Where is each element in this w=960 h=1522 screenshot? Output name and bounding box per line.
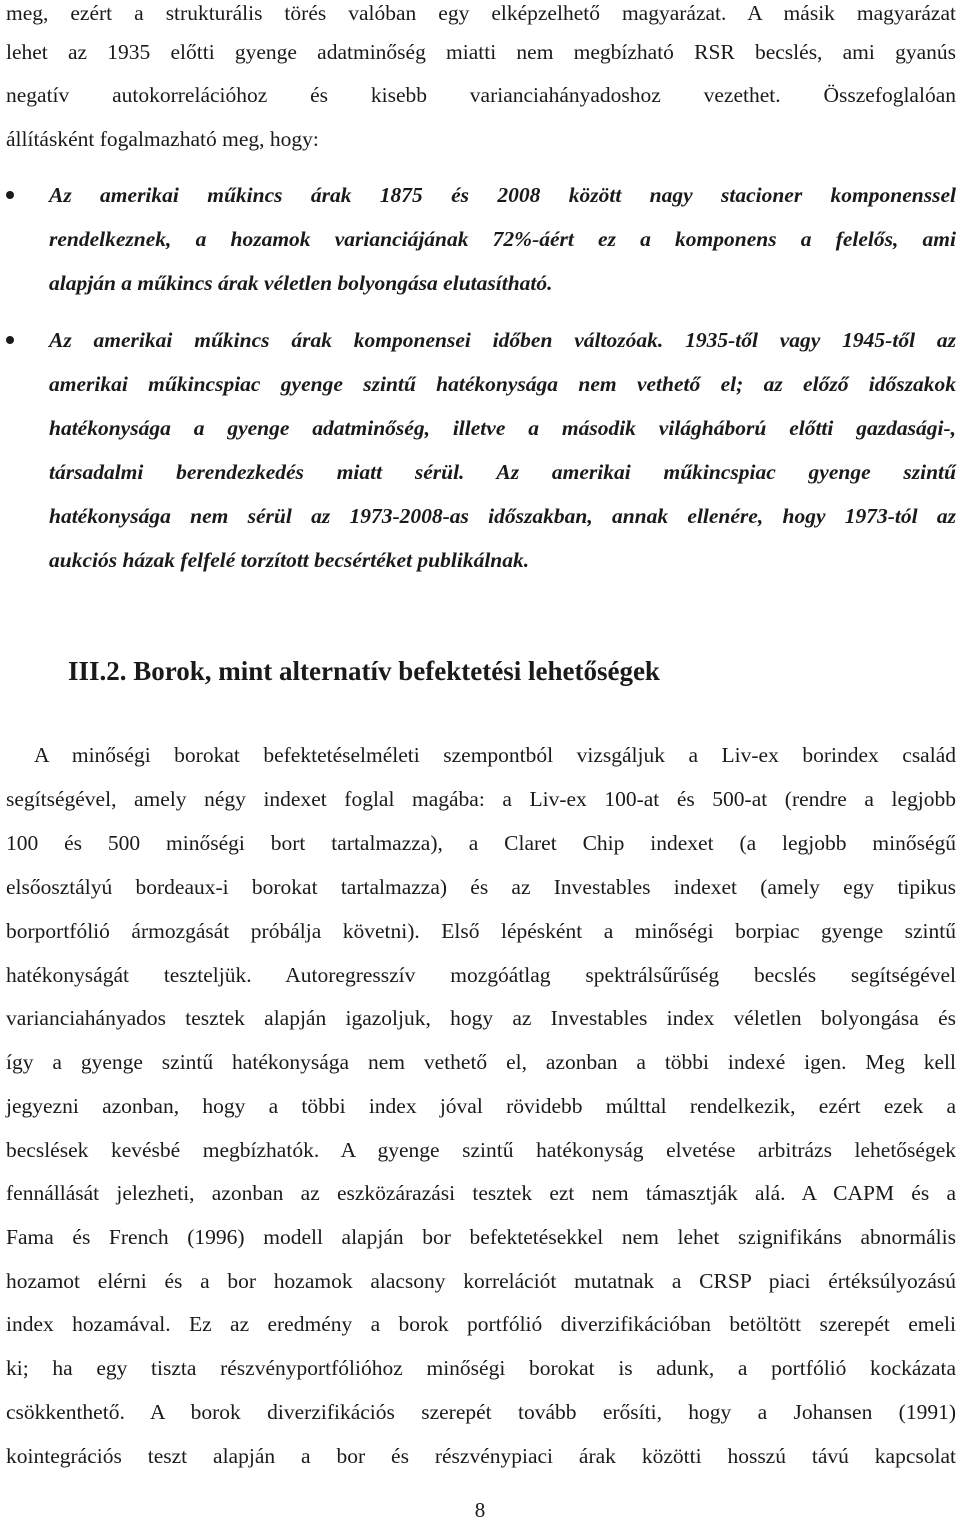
body-line: kointegrációs teszt alapján a bor és részvénypiaci árak közötti hosszú távú kapcsolat bbox=[6, 1444, 956, 1468]
body-line: jegyezni azonban, hogy a többi index jóval rövidebb múlttal rendelkezik, ezért ezek a bbox=[6, 1094, 956, 1118]
body-line: ki; ha egy tiszta részvényportfólióhoz minőségi borokat is adunk, a portfólió kockázata bbox=[6, 1356, 956, 1380]
body-line: csökkenthető. A borok diverzifikációs szerepét tovább erősíti, hogy a Johansen (1991) bbox=[6, 1400, 956, 1424]
body-line: varianciahányados tesztek alapján igazoljuk, hogy az Investables index véletlen bolyongása és bbox=[6, 1006, 956, 1030]
body-line: index hozamával. Ez az eredmény a borok portfólió diverzifikációban betöltött szerepét emeli bbox=[6, 1312, 956, 1336]
bullet-line: aukciós házak felfelé torzított becsértéket publikálnak. bbox=[49, 548, 530, 572]
body-line: hozamot elérni és a bor hozamok alacsony korrelációt mutatnak a CRSP piaci értéksúlyozású bbox=[6, 1269, 956, 1293]
intro-line: állításként fogalmazható meg, hogy: bbox=[6, 127, 319, 151]
bullet-line: hatékonysága a gyenge adatminőség, illetve a második világháború előtti gazdasági-, bbox=[49, 416, 956, 440]
bullet-icon bbox=[6, 191, 14, 199]
body-line: elsőosztályú bordeaux-i borokat tartalmazza) és az Investables indexet (amely egy tipikus bbox=[6, 875, 956, 899]
bullet-line: Az amerikai műkincs árak 1875 és 2008 között nagy stacioner komponenssel bbox=[49, 183, 956, 207]
bullet-line: rendelkeznek, a hozamok varianciájának 72%-áért ez a komponens a felelős, ami bbox=[49, 227, 956, 251]
body-line: 100 és 500 minőségi bort tartalmazza), a Claret Chip indexet (a legjobb minőségű bbox=[6, 831, 956, 855]
page-number: 8 bbox=[474, 1498, 486, 1522]
bullet-line: alapján a műkincs árak véletlen bolyongása elutasítható. bbox=[49, 271, 553, 295]
section-number: III.2. bbox=[68, 656, 127, 686]
bullet-line: hatékonysága nem sérül az 1973-2008-as időszakban, annak ellenére, hogy 1973-tól az bbox=[49, 504, 956, 528]
section-title: Borok, mint alternatív befektetési lehetőségek bbox=[133, 656, 660, 686]
bullet-line: amerikai műkincspiac gyenge szintű hatékonysága nem vethető el; az előző időszakok bbox=[49, 372, 956, 396]
body-line: Fama és French (1996) modell alapján bor befektetésekkel nem lehet szignifikáns abnormális bbox=[6, 1225, 956, 1249]
bullet-icon bbox=[6, 336, 14, 344]
intro-line: lehet az 1935 előtti gyenge adatminőség miatti nem megbízható RSR becslés, ami gyanús bbox=[6, 40, 956, 64]
body-line: hatékonyságát teszteljük. Autoregresszív mozgóátlag spektrálsűrűség becslés segítségével bbox=[6, 963, 956, 987]
intro-line: meg, ezért a strukturális törés valóban egy elképzelhető magyarázat. A másik magyarázat bbox=[6, 1, 956, 25]
bullet-line: társadalmi berendezkedés miatt sérül. Az amerikai műkincspiac gyenge szintű bbox=[49, 460, 956, 484]
body-line: fennállását jelezheti, azonban az eszközárazási tesztek ezt nem támasztják alá. A CAPM és a bbox=[6, 1181, 956, 1205]
bullet-line: Az amerikai műkincs árak komponensei időben változóak. 1935-től vagy 1945-től az bbox=[49, 328, 956, 352]
body-line: borportfólió ármozgását próbálja követni). Első lépésként a minőségi borpiac gyenge szintű bbox=[6, 919, 956, 943]
body-line: segítségével, amely négy indexet foglal magába: a Liv-ex 100-at és 500-at (rendre a legjobb bbox=[6, 787, 956, 811]
intro-line: negatív autokorrelációhoz és kisebb varianciahányadoshoz vezethet. Összefoglalóan bbox=[6, 83, 956, 107]
body-line: így a gyenge szintű hatékonysága nem vethető el, azonban a többi indexé igen. Meg kell bbox=[6, 1050, 956, 1074]
section-heading bbox=[68, 656, 660, 686]
body-line: A minőségi borokat befektetéselméleti szempontból vizsgáljuk a Liv-ex borindex család bbox=[34, 743, 956, 767]
body-line: becslések kevésbé megbízhatók. A gyenge szintű hatékonyság elvetése arbitrázs lehetőségek bbox=[6, 1138, 956, 1162]
